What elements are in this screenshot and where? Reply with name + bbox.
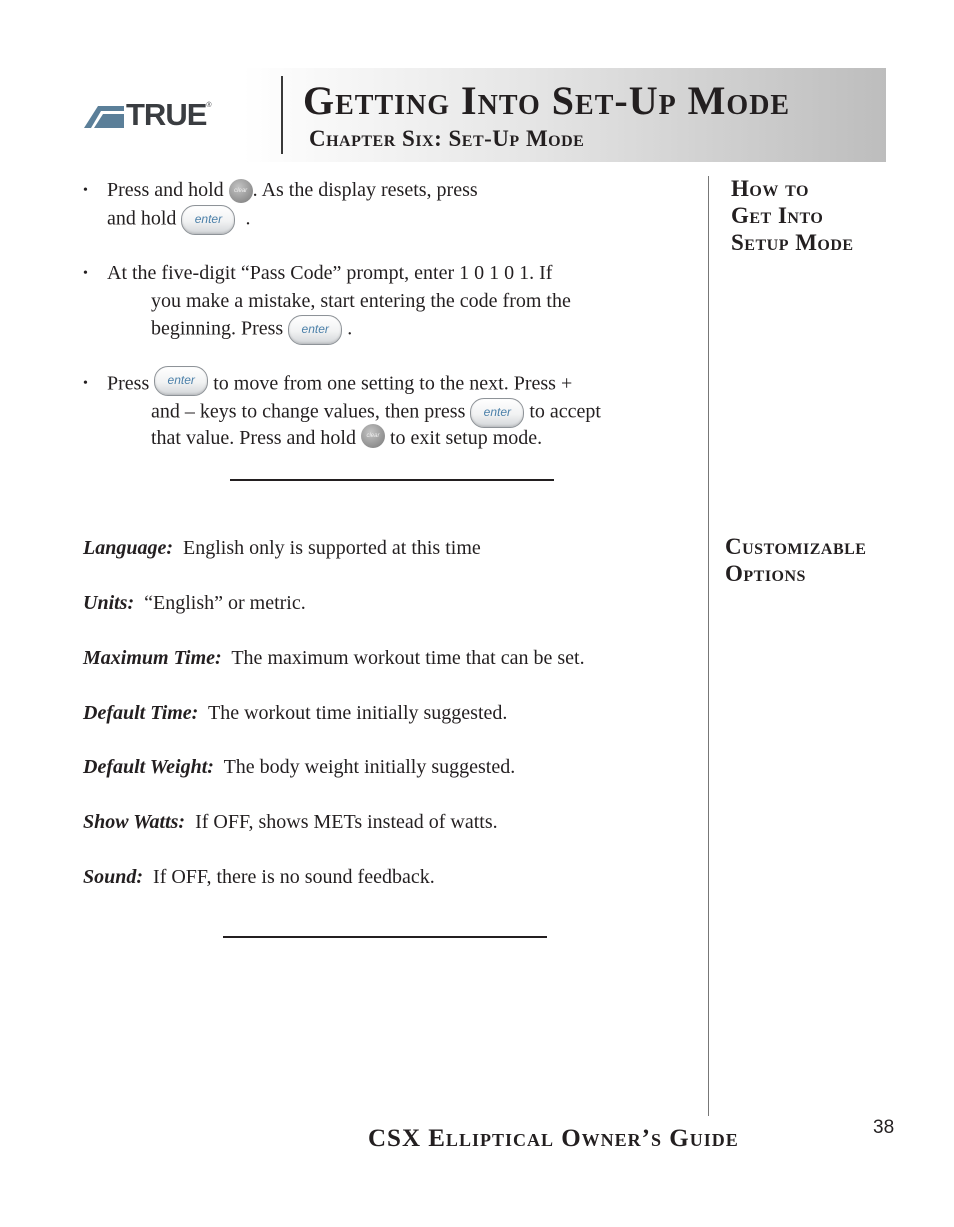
option-default-time xyxy=(83,700,507,726)
bullet-glyph: • xyxy=(83,183,88,198)
side-heading-customizable xyxy=(725,533,866,587)
sidebar-divider xyxy=(708,176,709,1116)
clear-button-icon xyxy=(229,179,253,203)
enter-button-icon xyxy=(181,205,235,235)
chapter-title: Chapter Six: Set-Up Mode xyxy=(309,126,585,151)
option-term: Default Weight: xyxy=(83,756,214,778)
instruction-text: that value. Press and hold xyxy=(151,427,356,449)
enter-button-label: enter xyxy=(301,322,329,336)
option-desc: If OFF, there is no sound feedback. xyxy=(153,866,435,888)
instruction-text: to accept xyxy=(529,400,601,423)
side-heading-line: Get Into xyxy=(731,203,824,228)
enter-button-label: enter xyxy=(194,212,223,226)
clear-button-label: clear xyxy=(234,188,248,195)
option-default-weight xyxy=(83,754,515,780)
option-desc: “English” or metric. xyxy=(144,592,306,614)
logo-text: TRUE xyxy=(126,97,207,132)
option-term: Language: xyxy=(83,537,173,559)
true-logo-mark-icon xyxy=(84,102,124,128)
option-show-watts xyxy=(83,809,498,835)
page-title: Getting Into Set-Up Mode xyxy=(303,78,791,123)
logo-trademark: ® xyxy=(206,102,212,109)
side-heading-line: How to xyxy=(731,176,809,201)
option-term: Default Time: xyxy=(83,702,199,724)
enter-button-label: enter xyxy=(167,373,195,387)
instruction-text: beginning. Press xyxy=(151,317,284,340)
instruction-line xyxy=(107,177,478,205)
enter-button-label: enter xyxy=(483,405,512,419)
instruction-line: you make a mistake, start entering the code from the xyxy=(151,290,571,312)
option-desc: If OFF, shows METs instead of watts. xyxy=(195,811,498,833)
instruction-text: and – keys to change values, then press xyxy=(151,400,466,423)
instruction-text: . xyxy=(245,207,251,230)
option-sound xyxy=(83,864,435,890)
bullet-glyph: • xyxy=(83,266,88,281)
option-maximum-time xyxy=(83,645,585,671)
instruction-line xyxy=(151,425,542,453)
header-divider xyxy=(281,76,283,154)
option-desc: The body weight initially suggested. xyxy=(223,756,516,778)
enter-button-icon xyxy=(470,398,524,428)
enter-button-icon xyxy=(288,315,342,345)
page-number: 38 xyxy=(873,1117,895,1138)
option-term: Show Watts: xyxy=(83,811,186,833)
side-heading-line: Setup Mode xyxy=(731,230,854,255)
section-divider xyxy=(230,479,554,481)
section-divider xyxy=(223,936,547,938)
side-heading-line: Customizable xyxy=(725,534,867,559)
option-language xyxy=(83,535,481,561)
option-desc: The workout time initially suggested. xyxy=(207,702,508,724)
instruction-line xyxy=(107,370,572,400)
side-heading-line: Options xyxy=(725,561,806,586)
enter-button-icon xyxy=(154,366,208,396)
true-logo xyxy=(84,97,252,132)
clear-button-icon xyxy=(361,424,385,448)
instruction-text: Press and hold xyxy=(107,179,224,201)
option-desc: The maximum workout time that can be set. xyxy=(231,647,585,669)
footer-title: CSX Elliptical Owner’s Guide xyxy=(368,1125,739,1152)
bullet-glyph: • xyxy=(83,376,88,391)
instruction-line xyxy=(107,205,250,235)
instruction-text: to exit setup mode. xyxy=(389,427,543,449)
instruction-text: to move from one setting to the next. Press + xyxy=(213,372,573,395)
instruction-text: and hold xyxy=(107,207,177,230)
option-term: Units: xyxy=(83,592,135,614)
instruction-line xyxy=(151,315,352,345)
instruction-text: Press xyxy=(107,372,150,395)
option-units xyxy=(83,590,306,616)
option-desc: English only is supported at this time xyxy=(183,537,481,559)
instruction-text: . As the display resets, press xyxy=(252,179,478,201)
instruction-text: . xyxy=(347,317,353,340)
clear-button-label: clear xyxy=(366,433,380,440)
option-term: Maximum Time: xyxy=(83,647,222,669)
option-term: Sound: xyxy=(83,866,144,888)
instruction-line: At the five-digit “Pass Code” prompt, enter 1 0 1 0 1. If xyxy=(107,262,553,284)
side-heading-how-to xyxy=(731,175,854,256)
